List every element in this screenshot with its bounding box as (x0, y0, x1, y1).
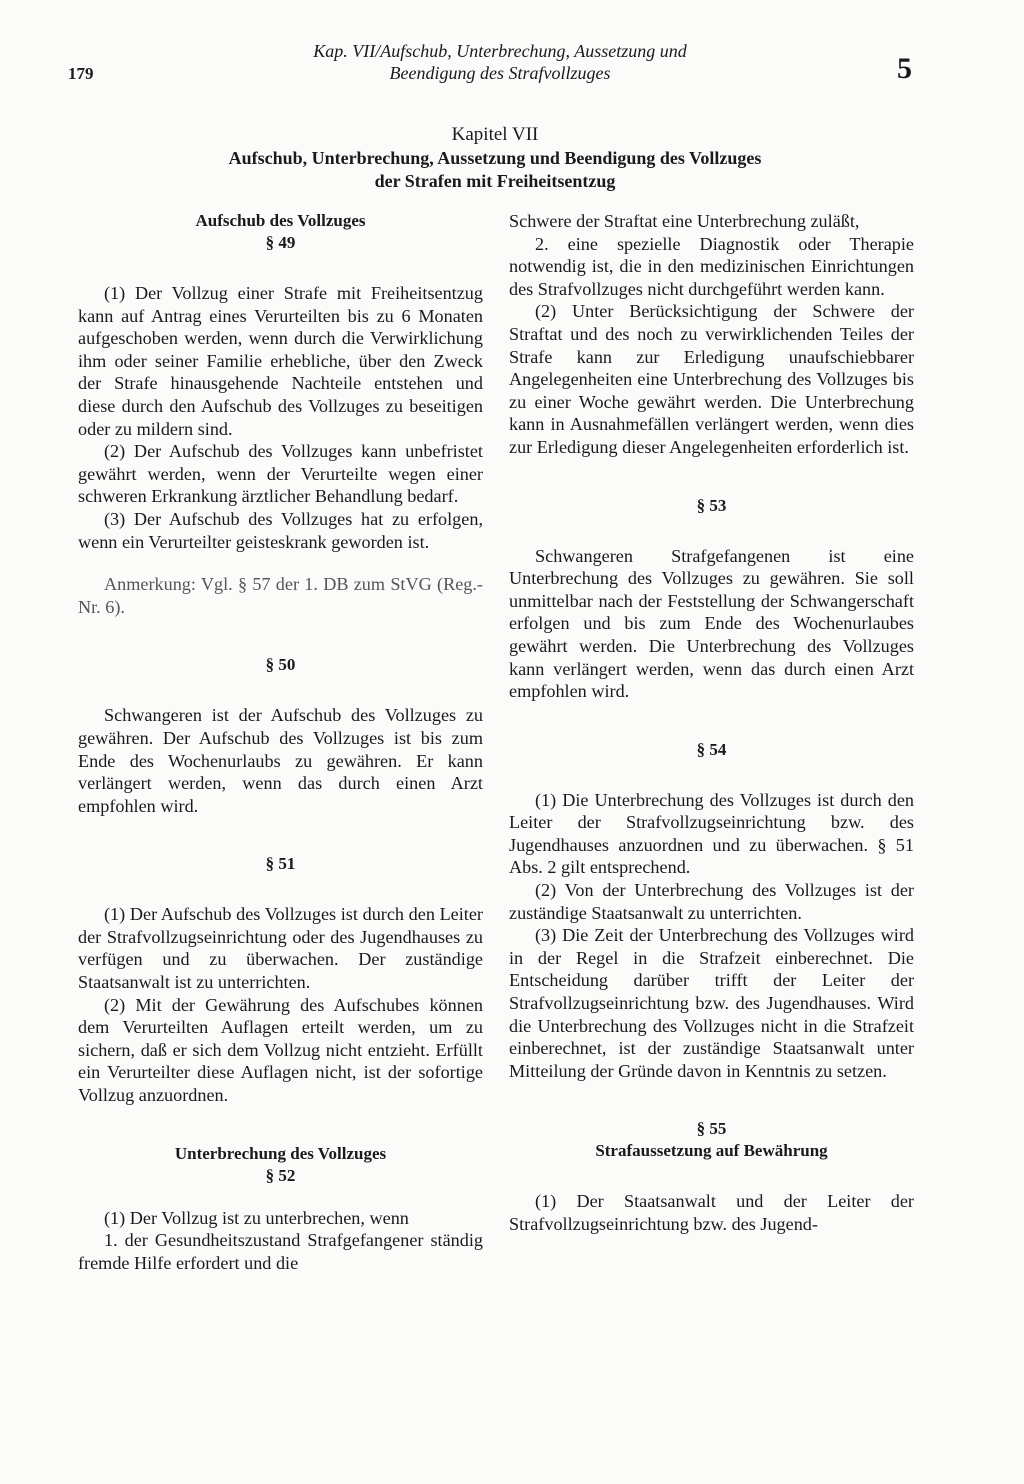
paragraph-49-heading: § 49 (265, 233, 296, 252)
paragraph-53-heading: § 53 (696, 495, 727, 515)
paragraph-49-1: (1) Der Vollzug einer Strafe mit Freiheitsentzug kann auf Antrag eines Verurteilten bis zu 6 Monaten aufgeschoben werden, wenn durch die Verwirklichung ihm oder seiner Familie erhebliche, über den Zweck der Strafe hinausgehende Nachteile entstehen und diese durch den Aufschub des Vollzuges zu beseitigen oder zu mildern sind. (78, 283, 483, 439)
running-head (220, 40, 780, 84)
paragraph-53-1: Schwangeren Strafgefangenen ist eine Unterbrechung des Vollzuges zu gewähren. Sie soll unmittelbar nach der Feststellung der Schwangerschaft erfolgen und bis zum Ende des Wochenurlaubes gewährt werden. Die Unterbrechung des Vollzuges kann verlängert werden, wenn das durch einen Arzt empfohlen wird. (509, 545, 914, 702)
chapter-title-line-1: Aufschub, Unterbrechung, Aussetzung und Beendigung des Vollzuges (228, 148, 762, 168)
chapter-heading (130, 123, 860, 193)
paragraph-52-1: (1) Der Vollzug ist zu unterbrechen, wenn (104, 1207, 409, 1228)
paragraph-50-1: Schwangeren ist der Aufschub des Vollzuges zu gewähren. Der Aufschub des Vollzuges ist bis zum Ende des Wochenurlaubs zu gewähren. Er kann verlängert werden, wenn das durch einen Arzt empfohlen wird. (78, 705, 483, 816)
chapter-label: Kapitel VII (451, 124, 539, 145)
right-column (509, 210, 914, 1236)
paragraph-52-heading: § 52 (265, 1165, 296, 1185)
heading-aufschub: Aufschub des Vollzuges (195, 211, 366, 230)
page-number: 179 (68, 64, 94, 83)
paragraph-54-heading: § 54 (696, 739, 727, 759)
paragraph-49-3: (3) Der Aufschub des Vollzuges hat zu erfolgen, wenn ein Verurteilter geisteskrank geworden ist. (78, 508, 483, 552)
left-column (78, 210, 483, 1274)
paragraph-52-item-2: 2. eine spezielle Diagnostik oder Therapie notwendig ist, die in den medizinischen Einrichtungen des Strafvollzuges nicht durchgeführt werden kann. (509, 233, 914, 299)
paragraph-52-2: (2) Unter Berücksichtigung der Schwere der Straftat und des noch zu verwirklichenden Teiles der Strafe kann zur Erledigung unaufschiebbarer Angelegenheiten eine Unterbrechung des Vollzuges bis zu einer Woche gewährt werden. Die Unterbrechung kann in Ausnahmefällen verlängert werden, wenn dies zur Erledigung dieser Angelegenheiten erforderlich ist. (509, 301, 914, 457)
paragraph-51-1: (1) Der Aufschub des Vollzuges ist durch den Leiter der Strafvollzugseinrichtung oder des Jugendhauses zu verfügen und zu überwachen. Der zuständige Staatsanwalt ist zu unterrichten. (78, 904, 483, 993)
annotation-note: Anmerkung: Vgl. § 57 der 1. DB zum StVG (Reg.-Nr. 6). (78, 574, 483, 617)
paragraph-55-heading: § 55 (696, 1119, 727, 1139)
paragraph-54-3: (3) Die Zeit der Unterbrechung des Vollzuges wird in der Regel in die Strafzeit einberechnet. Die Entscheidung darüber trifft der Leiter der Strafvollzugseinrichtung bzw. des Jugendhauses. Wird die Unterbrechung des Vollzuges nicht in die Strafzeit einberechnet, ist der zuständige Staatsanwalt unter Mitteilung der Gründe davon in Kenntnis zu setzen. (509, 925, 914, 1081)
paragraph-54-1: (1) Die Unterbrechung des Vollzuges ist durch den Leiter der Strafvollzugseinrichtung bzw. des Jugendhauses anzuordnen und zu überwachen. § 51 Abs. 2 gilt entsprechend. (509, 789, 914, 878)
paragraph-55-1: (1) Der Staatsanwalt und der Leiter der Strafvollzugseinrichtung bzw. des Jugend- (509, 1191, 914, 1234)
running-head-line-1: Kap. VII/Aufschub, Unterbrechung, Aussetzung und (313, 41, 687, 61)
paragraph-51-2: (2) Mit der Gewährung des Aufschubes können dem Verurteilten Auflagen erteilt werden, um zu sichern, daß er sich dem Vollzug nicht entzieht. Erfüllt ein Verurteilter diese Auflagen nicht, ist der sofortige Vollzug anzuordnen. (78, 994, 483, 1106)
paragraph-51-heading: § 51 (265, 854, 296, 874)
heading-unterbrechung: Unterbrechung des Vollzuges (174, 1143, 387, 1163)
heading-strafaussetzung: Strafaussetzung auf Bewährung (595, 1141, 828, 1161)
chapter-title (130, 147, 860, 193)
paragraph-54-2: (2) Von der Unterbrechung des Vollzuges ist der zuständige Staatsanwalt zu unterrichten. (509, 880, 914, 923)
chapter-title-line-2: der Strafen mit Freiheitsentzug (374, 171, 616, 191)
paragraph-50-heading: § 50 (265, 655, 296, 675)
paragraph-52-continuation: Schwere der Straftat eine Unterbrechung zuläßt, (509, 211, 860, 231)
running-head-line-2: Beendigung des Strafvollzuges (389, 63, 611, 83)
paragraph-49-2: (2) Der Aufschub des Vollzuges kann unbefristet gewährt werden, wenn der Verurteilte wegen einer schweren Erkrankung ärztlicher Behandlung bedarf. (78, 441, 483, 507)
section-number: 5 (897, 52, 912, 85)
paragraph-52-item-1: 1. der Gesundheitszustand Strafgefangener ständig fremde Hilfe erfordert und die (78, 1230, 483, 1273)
